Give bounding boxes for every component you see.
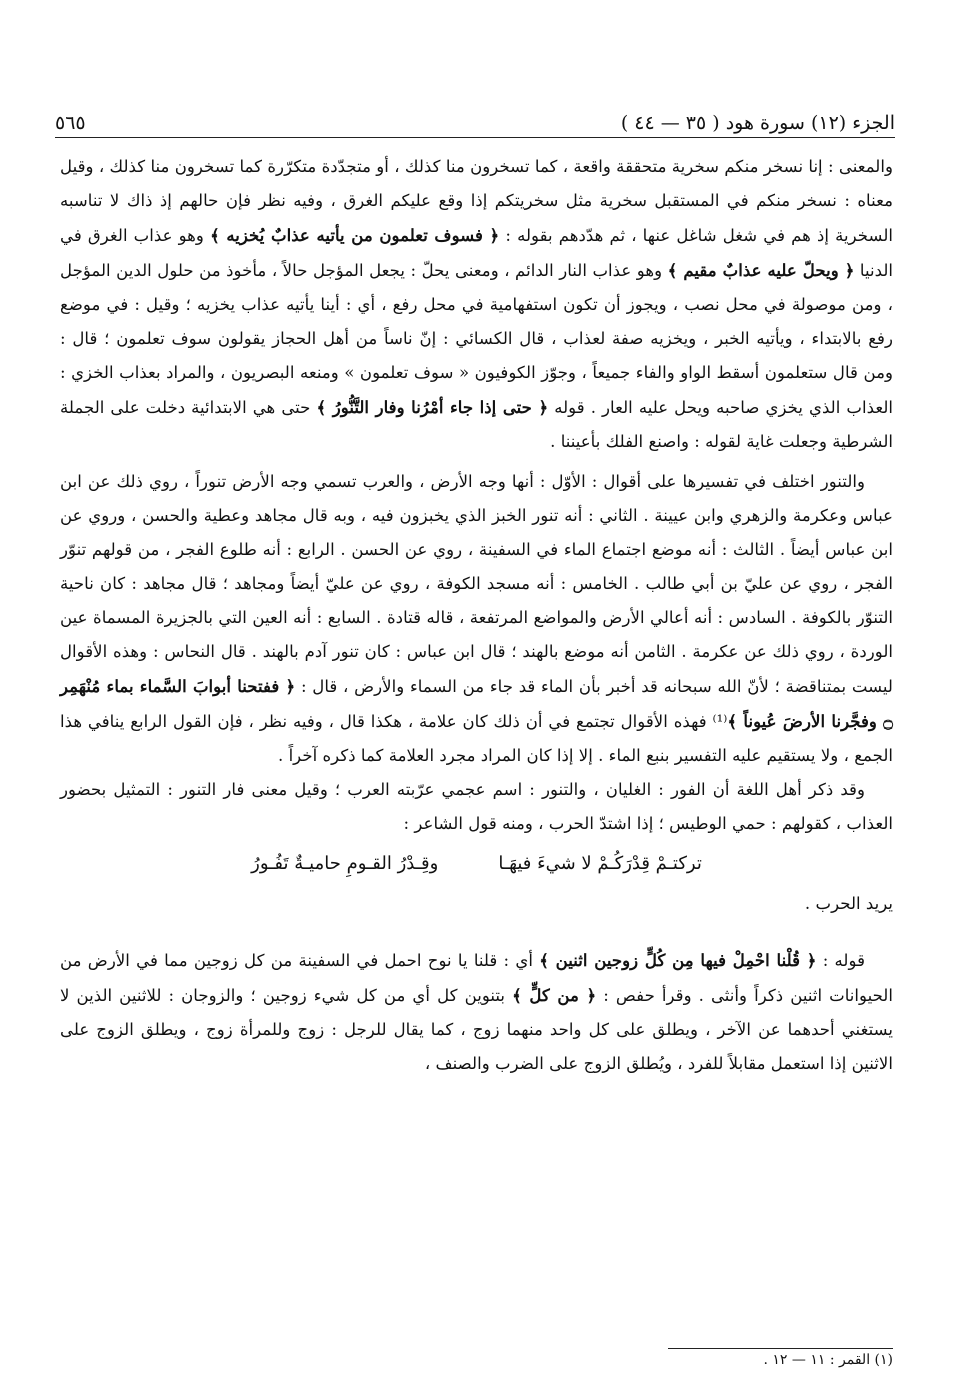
quran-verse: ﴿ ويحلّ عليه عذابٌ مقيم ﴾ xyxy=(667,260,855,280)
quran-verse: ﴿ فسوف تعلمون من يأتيه عذابٌ يُخزيه ﴾ xyxy=(210,225,500,245)
poem-second-hemistich: وقِـدْرُ القـومِ حاميـةٌ تَفُـورُ xyxy=(251,853,439,874)
footnote: (١) القمر : ١١ — ١٢ . xyxy=(763,1352,893,1368)
running-title: الجزء (١٢) سورة هود ( ٣٥ — ٤٤ ) xyxy=(620,112,895,134)
quran-verse: ﴿ قُلْنا احْمِلْ فيها مِن كُلٍّ زوجين اثنين ﴾ xyxy=(539,950,817,970)
page-header xyxy=(55,100,895,134)
paragraph xyxy=(60,943,893,1081)
paragraph xyxy=(60,465,893,773)
text-segment: وقد ذكر أهل اللغة أن الفور : الغليان ، والتنور : اسم عجمي عرّبته العرب ؛ وقيل معنى فار التنور : التمثيل بحضور العذاب ، كقولهم : حمي الوطيس ؛ إذا اشتدّ الحرب ، ومنه قول الشاعر : xyxy=(60,780,893,833)
quran-verse: ﴿ ففتحنا أبوابَ السَّماء بماء مُنْهَمِر ۝ وفجَّرنا الأرضَ عُيوناً ﴾ xyxy=(60,676,893,731)
poem-first-hemistich: تركتـمْ قِدْرَكُـمْ لا شيءَ فيهَـا xyxy=(498,853,702,874)
text-segment: قوله : xyxy=(816,951,865,970)
text-segment: أي : قلنا يا نوح احمل في السفينة من كل زوجين مما في الأرض من الحيوانات اثنين ذكراً وأنثى . وقرأ حفص : xyxy=(60,951,893,1005)
header-divider xyxy=(55,137,895,138)
paragraph xyxy=(60,150,893,459)
poem-note: يريد الحرب . xyxy=(804,894,893,913)
page-number: ٥٦٥ xyxy=(55,112,86,134)
text-segment: حتى هي الابتدائية دخلت على الجملة الشرطية وجعلت غاية لقوله : واصنع الفلك بأعيننا . xyxy=(60,398,893,451)
text-segment: ⁽¹⁾ فهذه الأقوال تجتمع في أن ذلك كان علامة ، هكذا قال ، وفيه نظر ، فإن القول الرابع ينافي هذا الجمع ، ولا يستقيم عليه التفسير بنبع الماء . إلا إذا كان المراد مجرد العلامة كما ذكره آخراً . xyxy=(60,712,893,765)
paragraph xyxy=(60,773,893,841)
quran-verse: ﴿ حتى إذا جاء أمْرُنا وفار التَّنُّورُ ﴾ xyxy=(316,397,549,417)
quran-verse: ﴿ من كلٍّ ﴾ xyxy=(512,985,597,1005)
text-segment: والمعنى : إنا نسخر منكم سخرية متحققة واقعة ، كما تسخرون منا كذلك ، أو متجدّدة متكرّرة كما تسخرون منا كذلك ، وقيل معناه : نسخر منكم في المستقبل سخرية مثل سخريتكم إذا وقع عليكم الغرق ، وفيه نظر فإن حالهم إذ ذاك لا تناسبه السخرية إذ هم في شغل شاغل عنها ، ثم هدّدهم بقوله : xyxy=(60,157,893,245)
text-segment: وهو عذاب الغرق في الدنيا xyxy=(60,226,893,280)
text-segment: والتنور اختلف في تفسيرها على أقوال : الأوّل : أنها وجه الأرض ، والعرب تسمي وجه الأرض تنوراً ، روي ذلك عن ابن عباس وعكرمة والزهري وابن عيينة . الثاني : أنه تنور الخبز الذي يخبزون فيه ، وبه قال مجاهد وعطية والحسن ، وروي عن ابن عباس أيضاً . الثالث : أنه موضع اجتماع الماء في السفينة ، روي عن الحسن . الرابع : أنه طلوع الفجر ، من قولهم تنوّر الفجر ، روي عن عليّ بن أبي طالب . الخامس : أنه مسجد الكوفة ، روي عن عليّ أيضاً ومجاهد ؛ قال مجاهد : كان ناحية التنوّر بالكوفة . السادس : أنه أعالي الأرض والمواضع المرتفعة ، قاله قتادة . السابع : أنه العين التي بالجزيرة المسماة عين الوردة ، روي ذلك عن عكرمة . الثامن أنه موضع بالهند ؛ قال ابن عباس : كان تنور آدم بالهند . قال النحاس : وهذه الأقوال ليست بمتناقضة ؛ لأنّ الله سبحانه قد أخبر بأن الماء قد جاء من السماء والأرض ، قال : xyxy=(60,472,894,696)
text-segment: بتنوين كل أي من كل شيء زوجين ؛ والزوجان : للاثنين الذين لا يستغني أحدهما عن الآخر ، ويطلق على كل واحد منهما زوج ، كما يقال للرجل : زوج وللمرأة زوج ، ويطلق الزوج على الاثنين إذا استعمل مقابلاً للفرد ، ويُطلق الزوج على الضرب والصنف ، xyxy=(60,986,893,1073)
main-text xyxy=(60,150,893,1081)
text-segment: وهو عذاب النار الدائم ، ومعنى يحلّ : يجعل المؤجل حالاً ، مأخوذ من حلول الدين المؤجل ، ومن موصولة في محل نصب ، ويجوز أن تكون استفهامية في محل رفع ، أي : أينا يأتيه عذاب يخزيه ؛ وقيل : في موضع رفع بالابتداء ، ويأتيه الخبر ، ويخزيه صفة لعذاب ، قال الكسائي : إنّ ناساً من أهل الحجاز يقولون سوف تعلمون ؛ قال : ومن قال ستعلمون أسقط الواو والفاء جميعاً ، وجوّز الكوفيون « سوف تعلمون » ومنعه البصريون ، والمراد بعذاب الخزي : العذاب الذي يخزي صاحبه ويحل عليه العار . قوله xyxy=(60,261,893,417)
poem-verse xyxy=(60,843,893,885)
